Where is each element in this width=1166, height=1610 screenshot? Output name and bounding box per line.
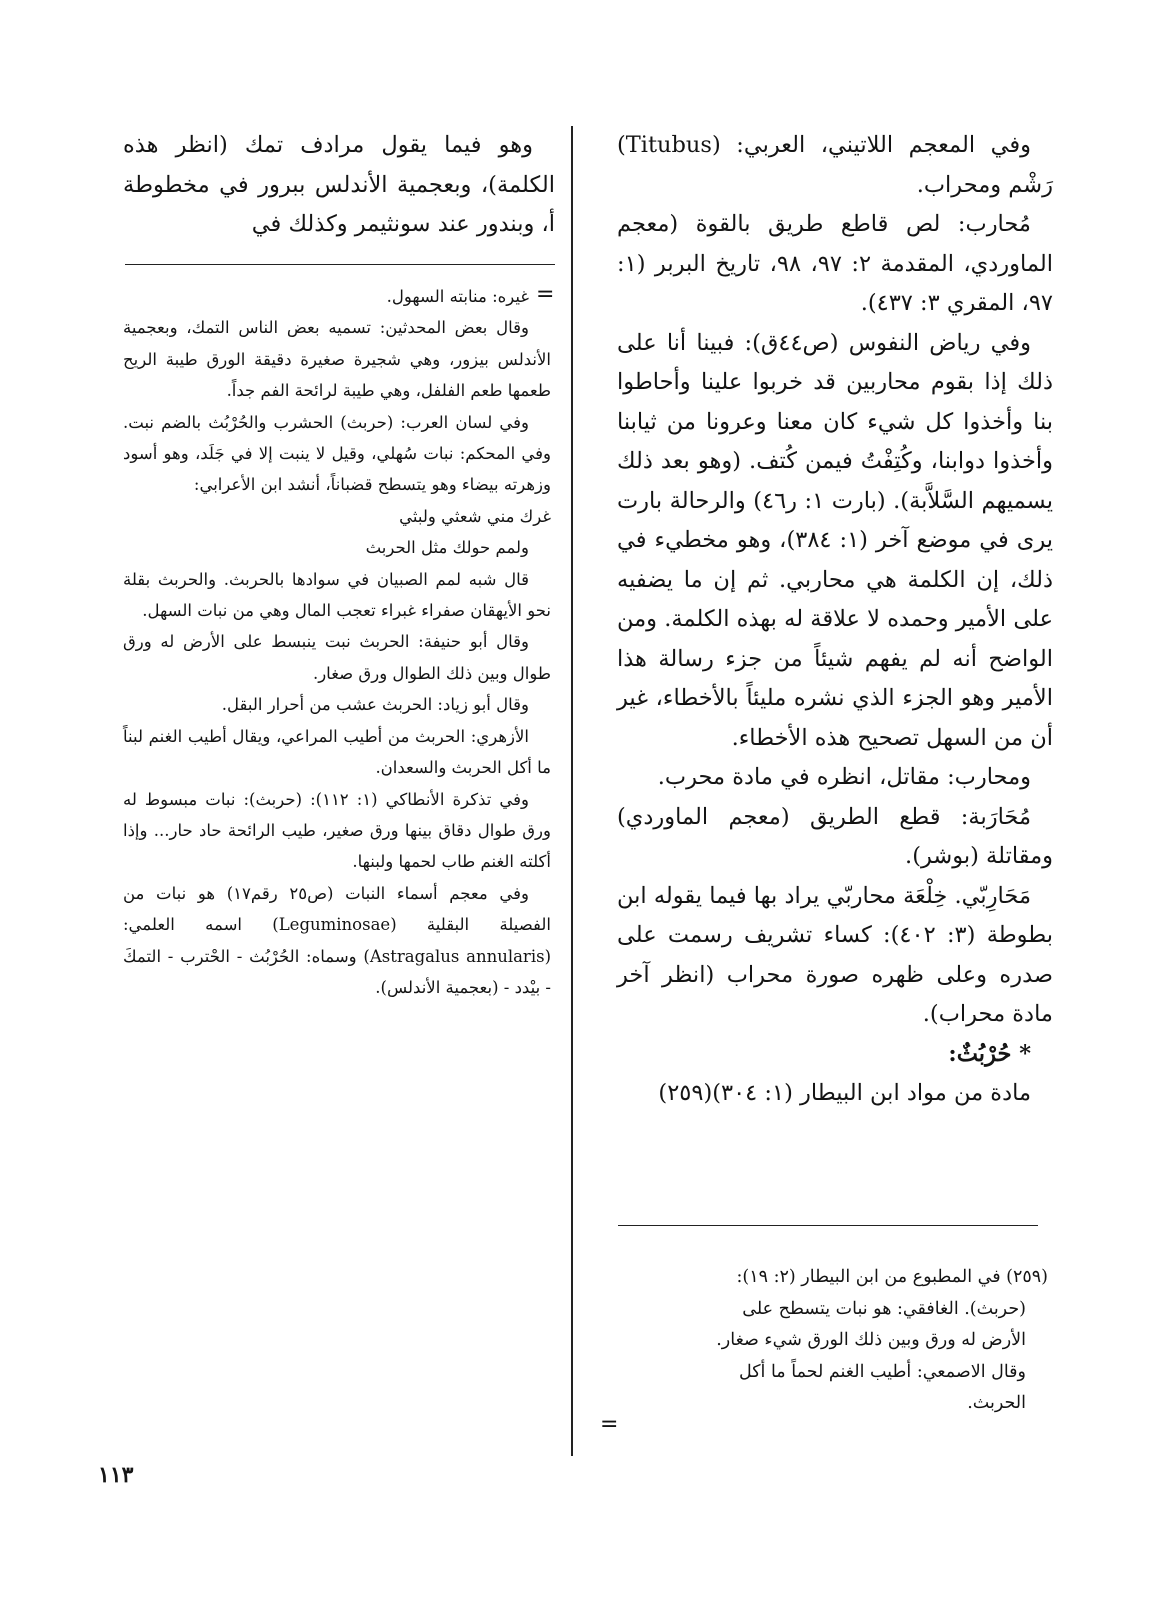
- paragraph: وفي المعجم اللاتيني، العربي: (Titubus) رَشْم ومحراب.: [617, 132, 1053, 198]
- footnote-line: وقال الاصمعي: أطيب الغنم لحماً ما أكل: [738, 1361, 1026, 1382]
- paragraph: ولمم حولك مثل الحربث: [365, 538, 529, 558]
- paragraph: وقال أبو حنيفة: الحربث نبت ينبسط على الأرض له ورق طوال وبين ذلك الطوال ورق صغار.: [123, 632, 551, 683]
- paragraph: وفي رياض النفوس (ص٤٤ق): فبينا أنا على ذلك إذا بقوم محاربين قد خربوا علينا وأحاطوا بنا وأخذوا كل شيء كان معنا وعرونا من ثيابنا وأخذوا دوابنا، وكُتِفْتُ فيمن كُتف. (وهو بعد ذلك يسميهم السَّلاَّبة). (بارت ١: ر٤٦) والرحالة بارت يرى في موضع آخر (١: ٣٨٤)، وهو مخطيء في ذلك، إن الكلمة هي محاربي. ثم إن ما يضفيه على الأمير وحمده لا علاقة له بهذه الكلمة. ومن الواضح أنه لم يفهم شيئاً من جزء رسالة هذا الأمير وهو الجزء الذي نشره مليئاً بالأخطاء، غير أن من السهل تصحيح هذه الأخطاء.: [617, 329, 1054, 751]
- paragraph: غيره: منابته السهول.: [386, 287, 529, 306]
- footnote-line: (حربث). الغافقي: هو نبات يتسطح على: [742, 1298, 1026, 1319]
- page-number: ١١٣: [98, 1462, 134, 1488]
- right-column: [617, 126, 1053, 1114]
- left-footnote: [123, 281, 551, 1003]
- right-footnote-lines: [612, 1262, 1048, 1420]
- footnote-line: (٢٥٩) في المطبوع من ابن البيطار (٢: ١٩):: [736, 1267, 1048, 1287]
- paragraph: الأزهري: الحربث من أطيب المراعي، ويقال أطيب الغنم لبناً ما أكل الحربث والسعدان.: [123, 726, 551, 778]
- left-top-paragraph: وهو فيما يقول مرادف تمك (انظر هذه الكلمة)، وبعجمية الأندلس ببرور في مخطوطة أ، وبندور عند سونثيمر وكذلك في: [123, 132, 555, 237]
- paragraph: غرك مني شعثي ولبثي: [399, 506, 551, 526]
- column-divider: [571, 126, 573, 1456]
- footnote-line: الحربث.: [967, 1393, 1026, 1413]
- headword-source-line: مادة من مواد ابن البيطار (١: ٣٠٤)(٢٥٩): [658, 1080, 1031, 1106]
- paragraph: قال شبه لمم الصبيان في سوادها بالحربث. والحربث بقلة نحو الأيهقان صفراء غبراء تعجب المال وهي من نبات السهل.: [123, 569, 551, 621]
- paragraph: وقال أبو زياد: الحربث عشب من أحرار البقل.: [221, 695, 529, 715]
- right-footnote: [612, 1262, 1048, 1420]
- paragraph: مُحَارَبة: قطع الطريق (معجم الماوردي) ومقاتلة (بوشر).: [617, 803, 1053, 869]
- continuation-marker-left: =: [536, 282, 555, 307]
- headword: * حُرْبُثٌ:: [948, 1040, 1031, 1067]
- left-footnote-separator: [125, 264, 555, 265]
- paragraph: وقال بعض المحدثين: تسميه بعض الناس التمك، وبعجمية الأندلس بيزور، وهي شجيرة صغيرة دقيقة الورق طيبة الريح طعمها طعم الفلفل، وهي طيبة لرائحة الفم جداً.: [123, 318, 551, 401]
- paragraph: وفي معجم أسماء النبات (ص٢٥ رقم١٧) هو نبات من الفصيلة البقلية (Leguminosae) اسمه العلمي: (Astragalus annularis) وسماه: الحُرْبُث - الحْترب - التمكَ - بيْدد - (بعجمية الأندلس).: [123, 883, 552, 997]
- right-footnote-separator: [618, 1225, 1038, 1226]
- paragraph: وفي لسان العرب: (حربث) الحشرب والحُرْبُث بالضم نبت. وفي المحكم: نبات سُهلي، وقيل لا ينبت إلا في جَلَد، وهو أسود وزهرته بيضاء وهو يتسطح قضباناً، أنشد ابن الأعرابي:: [123, 412, 551, 495]
- right-column-paragraphs: [617, 126, 1053, 1035]
- paragraph: ومحارب: مقاتل، انظره في مادة محرب.: [657, 764, 1031, 790]
- paragraph: مُحارب: لص قاطع طريق بالقوة (معجم الماوردي، المقدمة ٢: ٩٧، ٩٨، تاريخ البربر (١: ٩٧، المقري ٣: ٤٣٧).: [617, 211, 1053, 316]
- footnote-line: الأرض له ورق وبين ذلك الورق شيء صغار.: [716, 1330, 1026, 1350]
- paragraph: مَحَارِبّي. خِلْعَة محاربّي يراد بها فيما يقوله ابن بطوطة (٣: ٤٠٢): كساء تشريف رسمت على صدره وعلى ظهره صورة محراب (انظر آخر مادة محراب).: [617, 882, 1054, 1027]
- continuation-marker-right: =: [600, 1412, 619, 1437]
- left-column-top-text: [123, 126, 555, 245]
- left-footnote-paragraphs: [123, 281, 551, 1003]
- paragraph: وفي تذكرة الأنطاكي (١: ١١٢): (حربث): نبات مبسوط له ورق طوال دقاق بينها ورق صغير، طيب الرائحة حاد حار... وإذا أكلته الغنم طاب لحمها ولبنها.: [123, 789, 551, 872]
